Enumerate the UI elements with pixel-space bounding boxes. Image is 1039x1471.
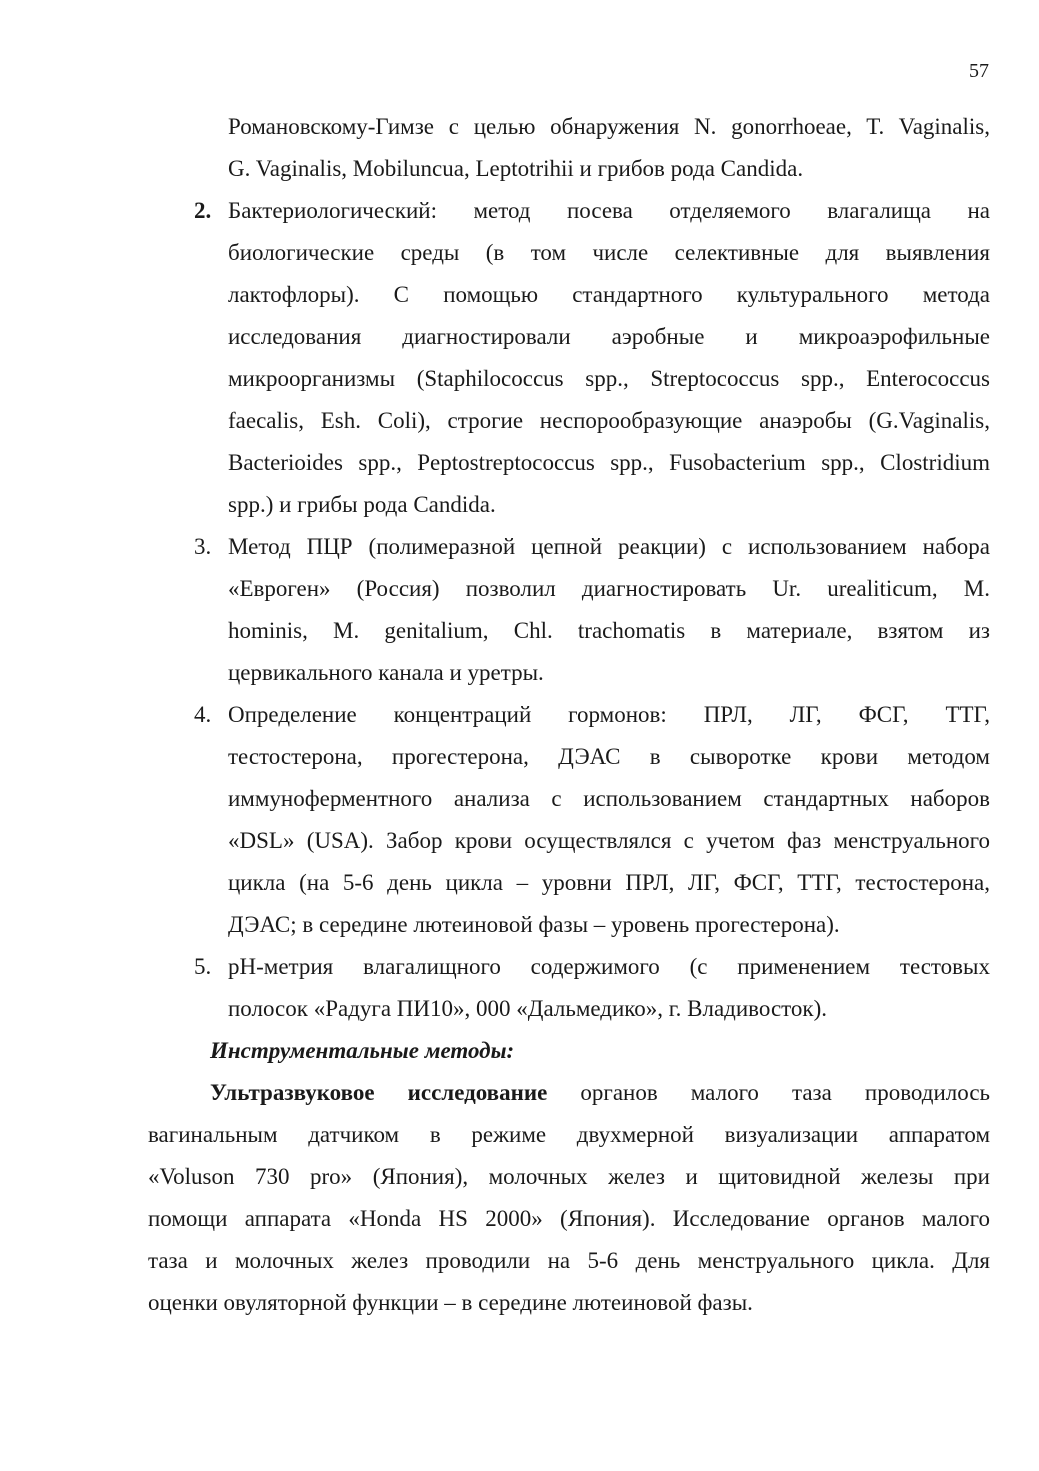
text-line: hominis, M. genitalium, Chl. trachomatis в материале, взятом из: [228, 618, 990, 643]
list-number: 4.: [194, 702, 212, 727]
text-line-content: Бактериологический: метод посева отделяемого влагалища на: [228, 198, 990, 223]
text-line: оценки овуляторной функции – в середине лютеиновой фазы.: [148, 1290, 753, 1315]
text-line: [194, 526, 990, 568]
text-line-content: Определение концентраций гормонов: ПРЛ, ЛГ, ФСГ, ТТГ,: [228, 702, 990, 727]
text-line-content: органов малого таза проводилось: [580, 1080, 991, 1105]
list-number: 2.: [194, 198, 212, 223]
page-number: 57: [969, 60, 989, 82]
list-item-3: [194, 526, 990, 694]
text-line: иммуноферментного анализа с использованием стандартных наборов: [228, 786, 990, 811]
text-line: тестостерона, прогестерона, ДЭАС в сыворотке крови методом: [228, 744, 990, 769]
list-number: 3.: [194, 534, 212, 559]
text-line: spp.) и грибы рода Candida.: [228, 492, 496, 517]
list-number: 5.: [194, 954, 212, 979]
text-line: Романовскому-Гимзе с целью обнаружения N. gonorrhoeae, T. Vaginalis,: [228, 114, 990, 139]
list-item-2: [194, 190, 990, 526]
text-line: микроорганизмы (Staphilococcus spp., Streptococcus spp., Enterococcus: [228, 366, 990, 391]
text-line: G. Vaginalis, Mobiluncua, Leptotrihii и грибов рода Candida.: [228, 156, 804, 181]
text-line-content: Метод ПЦР (полимеразной цепной реакции) с использованием набора: [228, 534, 990, 559]
text-line: лактофлоры). С помощью стандартного культурального метода: [228, 282, 990, 307]
text-line: помощи аппарата «Honda HS 2000» (Япония). Исследование органов малого: [148, 1206, 990, 1231]
text-line: «Евроген» (Россия) позволил диагностировать Ur. urealiticum, M.: [228, 576, 990, 601]
text-line: [148, 1072, 990, 1114]
bold-lead: Ультразвуковое исследование: [210, 1080, 548, 1105]
text-line: faecalis, Esh. Coli), строгие неспорообразующие анаэробы (G.Vaginalis,: [228, 408, 990, 433]
text-line: вагинальным датчиком в режиме двухмерной визуализации аппаратом: [148, 1122, 990, 1147]
section-heading: Инструментальные методы:: [210, 1038, 515, 1063]
continuation-text: [228, 106, 990, 190]
text-line-content: pH-метрия влагалищного содержимого (с применением тестовых: [228, 954, 990, 979]
text-line: ДЭАС; в середине лютеиновой фазы – уровень прогестерона).: [228, 912, 840, 937]
list-item-4: [194, 694, 990, 946]
text-line: Bacterioides spp., Peptostreptococcus spp., Fusobacterium spp., Clostridium: [228, 450, 990, 475]
text-line: «DSL» (USA). Забор крови осуществлялся с учетом фаз менструального: [228, 828, 990, 853]
text-line: цервикального канала и уретры.: [228, 660, 544, 685]
document-body: [148, 106, 990, 1324]
paragraph: [148, 1072, 990, 1324]
text-line: биологические среды (в том числе селективные для выявления: [228, 240, 990, 265]
list-item-5: [194, 946, 990, 1030]
text-line: [194, 946, 990, 988]
text-line: исследования диагностировали аэробные и микроаэрофильные: [228, 324, 990, 349]
text-line: [194, 190, 990, 232]
text-line: «Voluson 730 pro» (Япония), молочных желез и щитовидной железы при: [148, 1164, 990, 1189]
text-line: полосок «Радуга ПИ10», 000 «Дальмедико», г. Владивосток).: [228, 996, 827, 1021]
text-line: таза и молочных желез проводили на 5-6 день менструального цикла. Для: [148, 1248, 990, 1273]
text-line: [194, 694, 990, 736]
text-line: цикла (на 5-6 день цикла – уровни ПРЛ, ЛГ, ФСГ, ТТГ, тестостерона,: [228, 870, 990, 895]
